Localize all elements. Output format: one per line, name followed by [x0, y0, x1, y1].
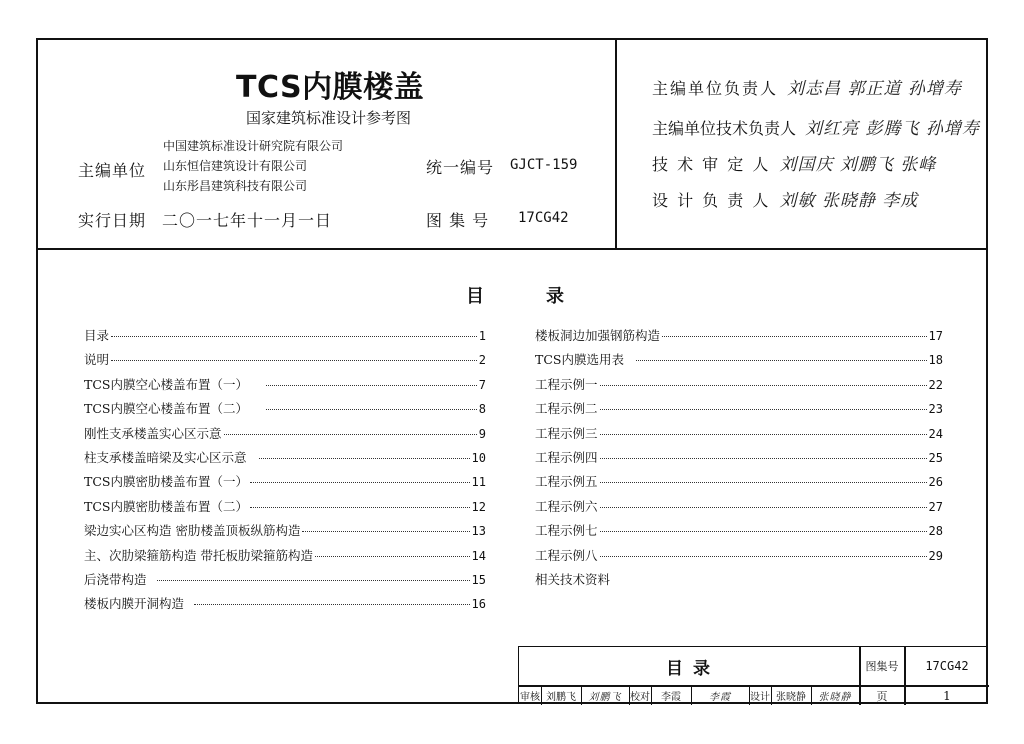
toc-item-leader: [600, 482, 927, 483]
toc-item-leader: [194, 604, 470, 605]
toc-item[interactable]: [535, 399, 943, 423]
toc-item-leader: [600, 531, 927, 532]
chief-unit-label: 主编单位: [78, 161, 147, 180]
resp-row: [652, 114, 980, 139]
resp-role: 设 计 负 责 人: [652, 191, 771, 210]
check-label: 校对: [630, 692, 650, 703]
toc-item-leader: [250, 507, 470, 508]
toc-item-page: 27: [928, 499, 943, 514]
toc-item-title: 主、次肋梁箍筋构造 带托板肋梁箍筋构造: [84, 547, 313, 563]
toc-item-leader: [600, 409, 927, 410]
toc-item[interactable]: [535, 326, 943, 350]
resp-row: [652, 186, 918, 211]
toc-item[interactable]: [84, 521, 486, 545]
toc-right-column: [535, 326, 943, 594]
title-block: [518, 646, 988, 704]
serial-label: 统一编号: [426, 158, 495, 177]
toc-item-page: 10: [471, 450, 486, 465]
toc-item-page: 16: [471, 597, 486, 612]
toc-item[interactable]: [84, 399, 486, 423]
design-name: 张晓静: [776, 692, 806, 703]
review-signature: 刘鹏飞: [588, 692, 622, 703]
check-signature: 李霞: [709, 692, 731, 703]
header-column-divider: [615, 38, 617, 250]
toc-item-title: 工程示例三: [535, 425, 598, 441]
toc-item-page: 26: [928, 475, 943, 490]
design-signature: 张晓静: [818, 692, 852, 703]
resp-signature: 刘红亮 彭腾飞 孙增寿: [805, 119, 980, 139]
serial-value: GJCT-159: [510, 157, 578, 173]
toc-item-title: 楼板内膜开洞构造: [84, 596, 185, 612]
toc-item[interactable]: [84, 350, 486, 374]
chief-unit-2: 山东恒信建筑设计有限公司: [163, 159, 308, 173]
toc-item-leader: [266, 409, 477, 410]
toc-item-title: 工程示例一: [535, 376, 598, 392]
toc-item-leader: [315, 556, 470, 557]
toc-item-page: 28: [928, 524, 943, 539]
toc-item-title: TCS内膜选用表: [535, 352, 624, 368]
toc-item-leader: [600, 458, 927, 459]
resp-signature: 刘志昌 郭正道 孙增寿: [787, 79, 962, 99]
toc-item[interactable]: [535, 521, 943, 545]
toc-item-title: 柱支承楼盖暗梁及实心区示意: [84, 449, 247, 465]
toc-item[interactable]: [535, 472, 943, 496]
toc-item-page: 15: [471, 572, 486, 587]
toc-item-leader: [111, 360, 477, 361]
page-label: 页: [876, 689, 888, 703]
toc-item-leader: [600, 507, 927, 508]
header-divider: [36, 248, 988, 250]
toc-item-title: 工程示例二: [535, 401, 598, 417]
toc-item-title: 工程示例七: [535, 523, 598, 539]
toc-item-page: 24: [928, 426, 943, 441]
toc-item-page: 18: [928, 353, 943, 368]
toc-item-title: TCS内膜密肋楼盖布置（二）: [84, 498, 248, 514]
toc-item-title: TCS内膜密肋楼盖布置（一）: [84, 474, 248, 490]
toc-heading-right: 录: [546, 286, 564, 307]
toc-item-title: 工程示例六: [535, 498, 598, 514]
toc-item-page: 23: [928, 402, 943, 417]
toc-item-leader: [662, 336, 927, 337]
toc-item[interactable]: [535, 350, 943, 374]
toc-item[interactable]: [84, 326, 486, 350]
tb-atlas-label: 图集号: [865, 660, 899, 673]
toc-item-leader: [266, 385, 477, 386]
impl-date-label: 实行日期: [78, 211, 147, 230]
toc-item-page: 13: [471, 524, 486, 539]
check-name: 李霞: [661, 692, 681, 703]
impl-date-value: 二〇一七年十一月一日: [162, 211, 333, 230]
toc-item[interactable]: [535, 497, 943, 521]
chief-unit-1: 中国建筑标准设计研究院有限公司: [163, 139, 344, 153]
review-label: 审核: [520, 692, 540, 703]
toc-item[interactable]: [84, 424, 486, 448]
resp-role: 主编单位负责人: [652, 79, 779, 98]
toc-item-title: 梁边实心区构造 密肋楼盖顶板纵筋构造: [84, 523, 301, 539]
toc-item-page: 22: [928, 377, 943, 392]
atlas-label: 图 集 号: [426, 211, 490, 230]
toc-item-title: 后浇带构造: [84, 571, 147, 587]
toc-item-page: 25: [928, 450, 943, 465]
toc-item-title: 工程示例四: [535, 449, 598, 465]
design-label: 设计: [750, 692, 770, 703]
toc-item-page: 2: [478, 353, 486, 368]
toc-item-page: 11: [471, 475, 486, 490]
toc-item[interactable]: [84, 594, 486, 618]
toc-item-leader: [636, 360, 927, 361]
chief-unit-3: 山东彤昌建筑科技有限公司: [163, 179, 308, 193]
toc-item-title: TCS内膜空心楼盖布置（二）: [84, 401, 248, 417]
toc-item-title: TCS内膜空心楼盖布置（一）: [84, 376, 248, 392]
toc-item[interactable]: [84, 448, 486, 472]
toc-item[interactable]: [84, 497, 486, 521]
toc-item-leader: [600, 556, 927, 557]
toc-item[interactable]: [84, 546, 486, 570]
page-number: 1: [943, 688, 951, 703]
toc-item-leader: [302, 531, 469, 532]
toc-item-leader: [111, 336, 477, 337]
toc-item-title: 工程示例八: [535, 547, 598, 563]
toc-item[interactable]: [535, 424, 943, 448]
toc-item[interactable]: [535, 448, 943, 472]
page-subtitle: 国家建筑标准设计参考图: [246, 109, 412, 127]
resp-signature: 刘国庆 刘鹏飞 张峰: [779, 155, 937, 175]
toc-heading-left: 目: [466, 286, 484, 307]
toc-item-leader: [600, 434, 927, 435]
toc-item[interactable]: [84, 570, 486, 594]
toc-item-title: 相关技术资料: [535, 571, 611, 587]
toc-item-leader: [224, 434, 477, 435]
toc-item-title: 刚性支承楼盖实心区示意: [84, 425, 222, 441]
toc-item[interactable]: [84, 472, 486, 496]
toc-item-page: 12: [471, 499, 486, 514]
resp-row: [652, 150, 936, 175]
sheet-title: 目 录: [666, 658, 712, 679]
toc-item[interactable]: [535, 570, 943, 594]
toc-item-page: 9: [478, 426, 486, 441]
resp-row: [652, 74, 962, 99]
chief-unit-list: [163, 136, 343, 196]
resp-role: 技 术 审 定 人: [652, 155, 771, 174]
toc-item-leader: [259, 458, 470, 459]
toc-item-page: 7: [478, 377, 486, 392]
toc-item[interactable]: [535, 375, 943, 399]
toc-item-page: 17: [928, 329, 943, 343]
resp-role: 主编单位技术负责人: [652, 119, 797, 138]
toc-item[interactable]: [84, 375, 486, 399]
tb-atlas-value: 17CG42: [925, 659, 969, 673]
toc-item-title: 目录: [84, 328, 110, 343]
toc-item-leader: [157, 580, 470, 581]
toc-item-leader: [250, 482, 470, 483]
toc-item-title: 楼板洞边加强钢筋构造: [535, 328, 661, 343]
atlas-value: 17CG42: [518, 210, 569, 226]
toc-item-title: 说明: [84, 352, 110, 368]
resp-signature: 刘敏 张晓静 李成: [779, 191, 919, 211]
toc-item-title: 工程示例五: [535, 474, 598, 490]
toc-item[interactable]: [535, 546, 943, 570]
toc-left-column: [84, 326, 486, 619]
toc-item-leader: [600, 385, 927, 386]
toc-item-page: 1: [478, 329, 486, 343]
toc-item-page: 8: [478, 402, 486, 417]
page-title: TCS内膜楼盖: [236, 70, 425, 105]
toc-item-page: 29: [928, 548, 943, 563]
toc-item-page: 14: [471, 548, 486, 563]
review-name: 刘鹏飞: [546, 692, 576, 703]
